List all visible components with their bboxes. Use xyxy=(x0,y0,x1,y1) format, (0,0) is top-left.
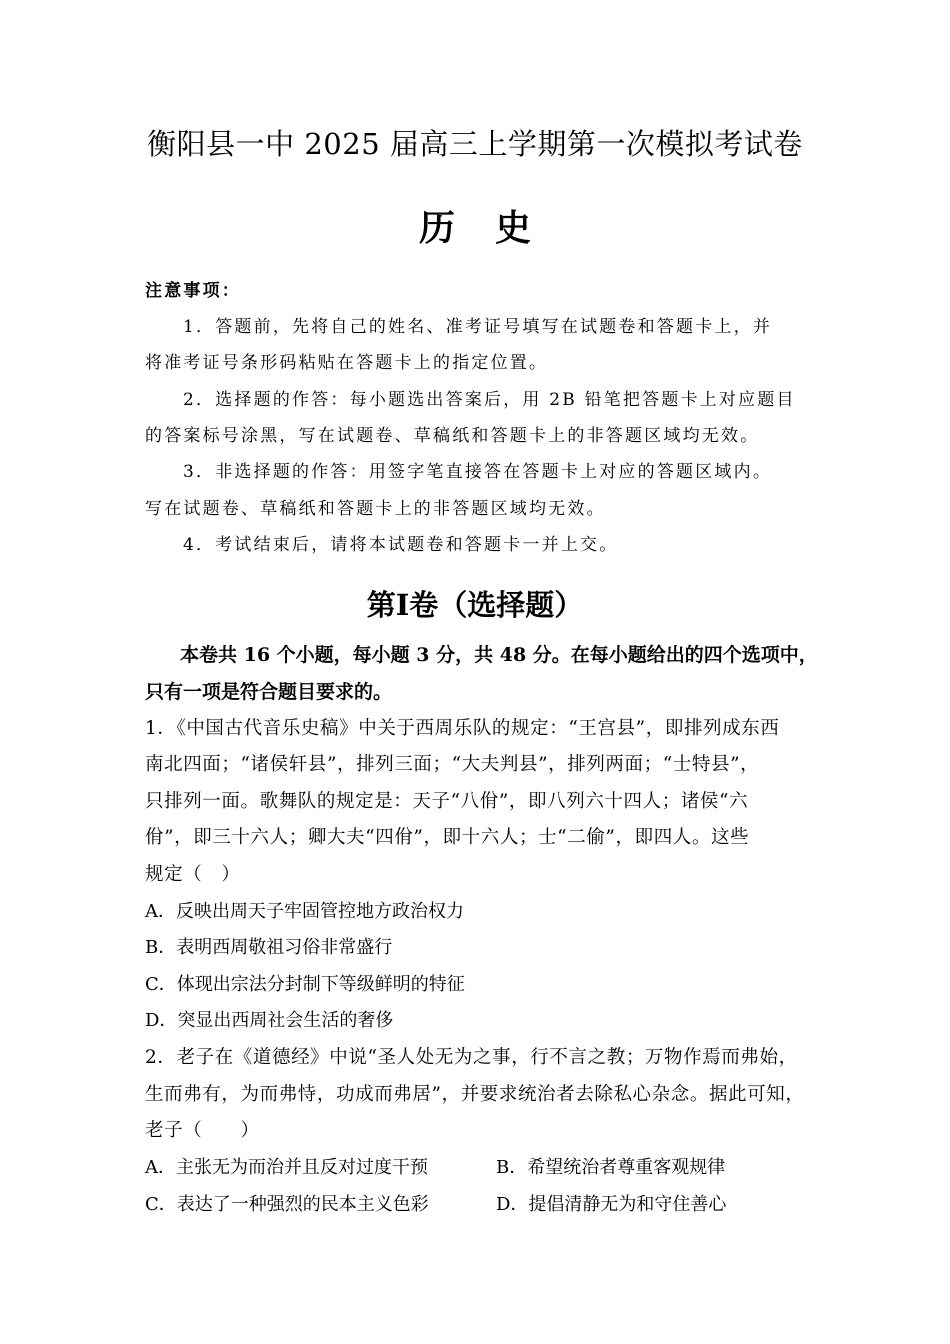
notice-line: 的答案标号涂黑，写在试题卷、草稿纸和答题卡上的非答题区域均无效。 xyxy=(145,426,760,446)
notice-line: 2．选择题的作答：每小题选出答案后，用 2B 铅笔把答题卡上对应题目 xyxy=(183,390,796,410)
question-stem-line: 1．《中国古代音乐史稿》中关于西周乐队的规定：“王宫县”，即排列成东西 xyxy=(145,718,780,739)
question-stem-line: 生而弗有，为而弗恃，功成而弗居”，并要求统治者去除私心杂念。据此可知， xyxy=(145,1084,805,1105)
notice-line: 写在试题卷、草稿纸和答题卡上的非答题区域均无效。 xyxy=(145,499,606,519)
option-b: B．表明西周敬祖习俗非常盛行 xyxy=(145,937,393,958)
option-d: D．突显出西周社会生活的奢侈 xyxy=(145,1010,394,1031)
option-c: C．体现出宗法分封制下等级鲜明的特征 xyxy=(145,974,465,995)
notice-line: 1．答题前，先将自己的姓名、准考证号填写在试题卷和答题卡上，并 xyxy=(183,317,773,337)
option-d: D．提倡清静无为和守住善心 xyxy=(496,1194,727,1215)
question-stem-line: 只排列一面。歌舞队的规定是：天子“八佾”，即八列六十四人；诸侯“六 xyxy=(145,791,749,812)
section-intro-line: 只有一项是符合题目要求的。 xyxy=(145,681,393,703)
notice-line: 3．非选择题的作答：用签字笔直接答在答题卡上对应的答题区域内。 xyxy=(183,462,773,482)
option-c: C．表达了一种强烈的民本主义色彩 xyxy=(145,1194,429,1215)
notice-line: 4．考试结束后，请将本试题卷和答题卡一并上交。 xyxy=(183,535,619,555)
question-stem-line: 规定（ ） xyxy=(145,864,241,885)
notice-line: 将准考证号条形码粘贴在答题卡上的指定位置。 xyxy=(145,353,549,373)
subject-title: 历史 xyxy=(418,207,571,249)
exam-title: 衡阳县一中 2025 届高三上学期第一次模拟考试卷 xyxy=(147,127,803,161)
option-b: B．希望统治者尊重客观规律 xyxy=(496,1157,726,1178)
question-stem-line: 老子（ ） xyxy=(145,1120,260,1141)
option-a: A．反映出周天子牢固管控地方政治权力 xyxy=(145,901,464,922)
question-stem-line: 2．老子在《道德经》中说“圣人处无为之事，行不言之教；万物作焉而弗始， xyxy=(145,1047,798,1068)
section-title: 第Ⅰ卷（选择题） xyxy=(366,588,584,622)
notice-heading: 注意事项： xyxy=(145,281,241,301)
question-stem-line: 南北四面；“诸侯轩县”，排列三面；“大夫判县”，排列两面；“士特县”， xyxy=(145,754,760,775)
section-intro-line: 本卷共 16 个小题，每小题 3 分，共 48 分。在每小题给出的四个选项中， xyxy=(180,644,818,666)
option-a: A．主张无为而治并且反对过度干预 xyxy=(145,1157,428,1178)
question-stem-line: 佾”，即三十六人；卿大夫“四佾”，即十六人；士“二偷”，即四人。这些 xyxy=(145,827,750,848)
